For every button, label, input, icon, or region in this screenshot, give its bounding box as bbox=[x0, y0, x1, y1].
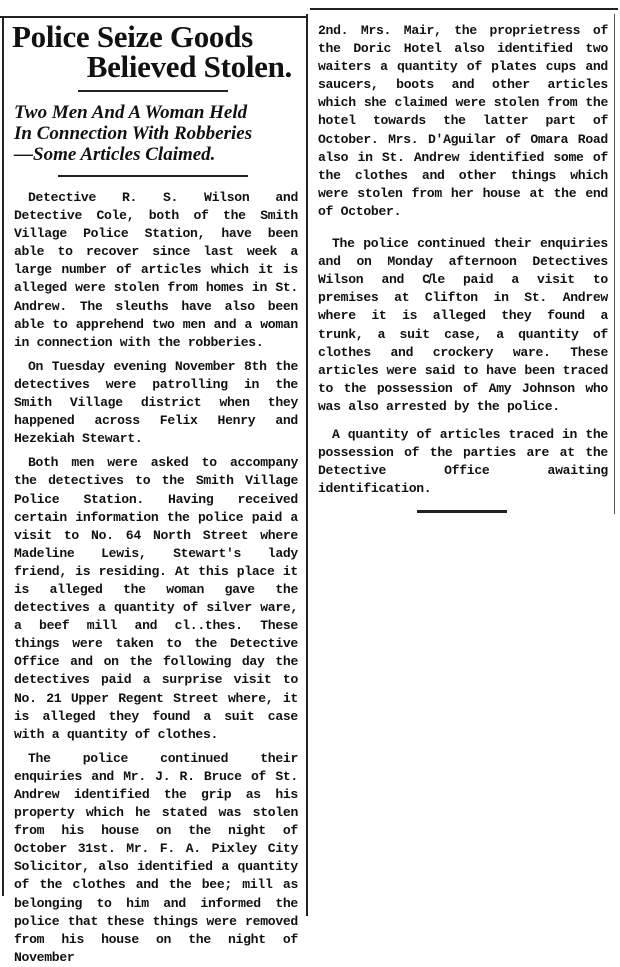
paragraph: A quantity of articles traced in the possession of the parties are at the Detective Office awaiting identification. bbox=[318, 426, 608, 497]
paragraph: The police continued their enquiries and on Monday afternoon Detectives Wilson and C̸le paid a visit to premises at Clifton in St. Andrew where it is alleged they found a trunk, a suit case, a quantity of clothes and crockery ware. These articles were said to have been traced to the possession of Amy Johnson who was also arrested by the police. bbox=[318, 236, 608, 414]
paragraph: 2nd. Mrs. Mair, the proprietress of the Doric Hotel also identified two waiters a quantity of plates cups and saucers, boots and other articles which she claimed were stolen from the hotel towards the latter part of October. Mrs. D'Aguilar of Omara Road also in St. Andrew identified some of the clothes and other things which were stolen from her house at the end of October. bbox=[318, 23, 608, 219]
subhead-divider bbox=[58, 175, 248, 177]
headline-divider bbox=[78, 90, 228, 92]
subhead-line-1: Two Men And A Woman Held bbox=[14, 102, 248, 123]
paragraph: Both men were asked to accompany the detectives to the Smith Village Police Station. Having received certain information the police paid a visit to No. 64 North Street where Madeline Lewis, Stewart's lady friend, is residing. At this place it is alleged the woman gave the detectives a quantity of silver ware, a beef mill and cl..thes. These things were taken to the Detective Office and on the following day the detectives paid a surprise visit to No. 21 Upper Regent Street where, it is alleged they found a suit case with a quantity of clothes. bbox=[14, 455, 298, 742]
paragraph: The police continued their enquiries and Mr. J. R. Bruce of St. Andrew identified the grip as his property which he stated was stolen from his house on the night of October 31st. Mr. F. A. Pixley City Solicitor, also identified a quantity of the clothes and the bee; mill as belonging to him and informed the police that these things were removed from his house on the night of November bbox=[14, 750, 298, 965]
paragraph: Detective R. S. Wilson and Detective Cole, both of the Smith Village Police Station, have been able to recover since last week a large number of articles which it is alleged were stolen from homes in St. Andrew. The sleuths have also been able to apprehend two men and a woman in connection with the robberies. bbox=[14, 190, 298, 350]
right-edge-rule bbox=[614, 14, 615, 514]
right-body-text bbox=[318, 0, 608, 498]
subhead-line-2: In Connection With Robberies bbox=[14, 123, 253, 144]
subheadline bbox=[14, 102, 298, 165]
left-body-text bbox=[14, 189, 298, 967]
headline bbox=[12, 19, 296, 84]
headline-line-1: Police Seize Goods bbox=[12, 19, 253, 54]
right-column bbox=[310, 0, 614, 916]
article-end-rule bbox=[417, 510, 507, 513]
paragraph: On Tuesday evening November 8th the detectives were patrolling in the Smith Village district when they happened across Felix Henry and Hezekiah Stewart. bbox=[14, 358, 298, 447]
column-separator bbox=[306, 14, 308, 916]
left-column bbox=[0, 0, 306, 965]
headline-line-2: Believed Stolen. bbox=[86, 49, 292, 84]
subhead-line-3: —Some Articles Claimed. bbox=[14, 144, 216, 165]
